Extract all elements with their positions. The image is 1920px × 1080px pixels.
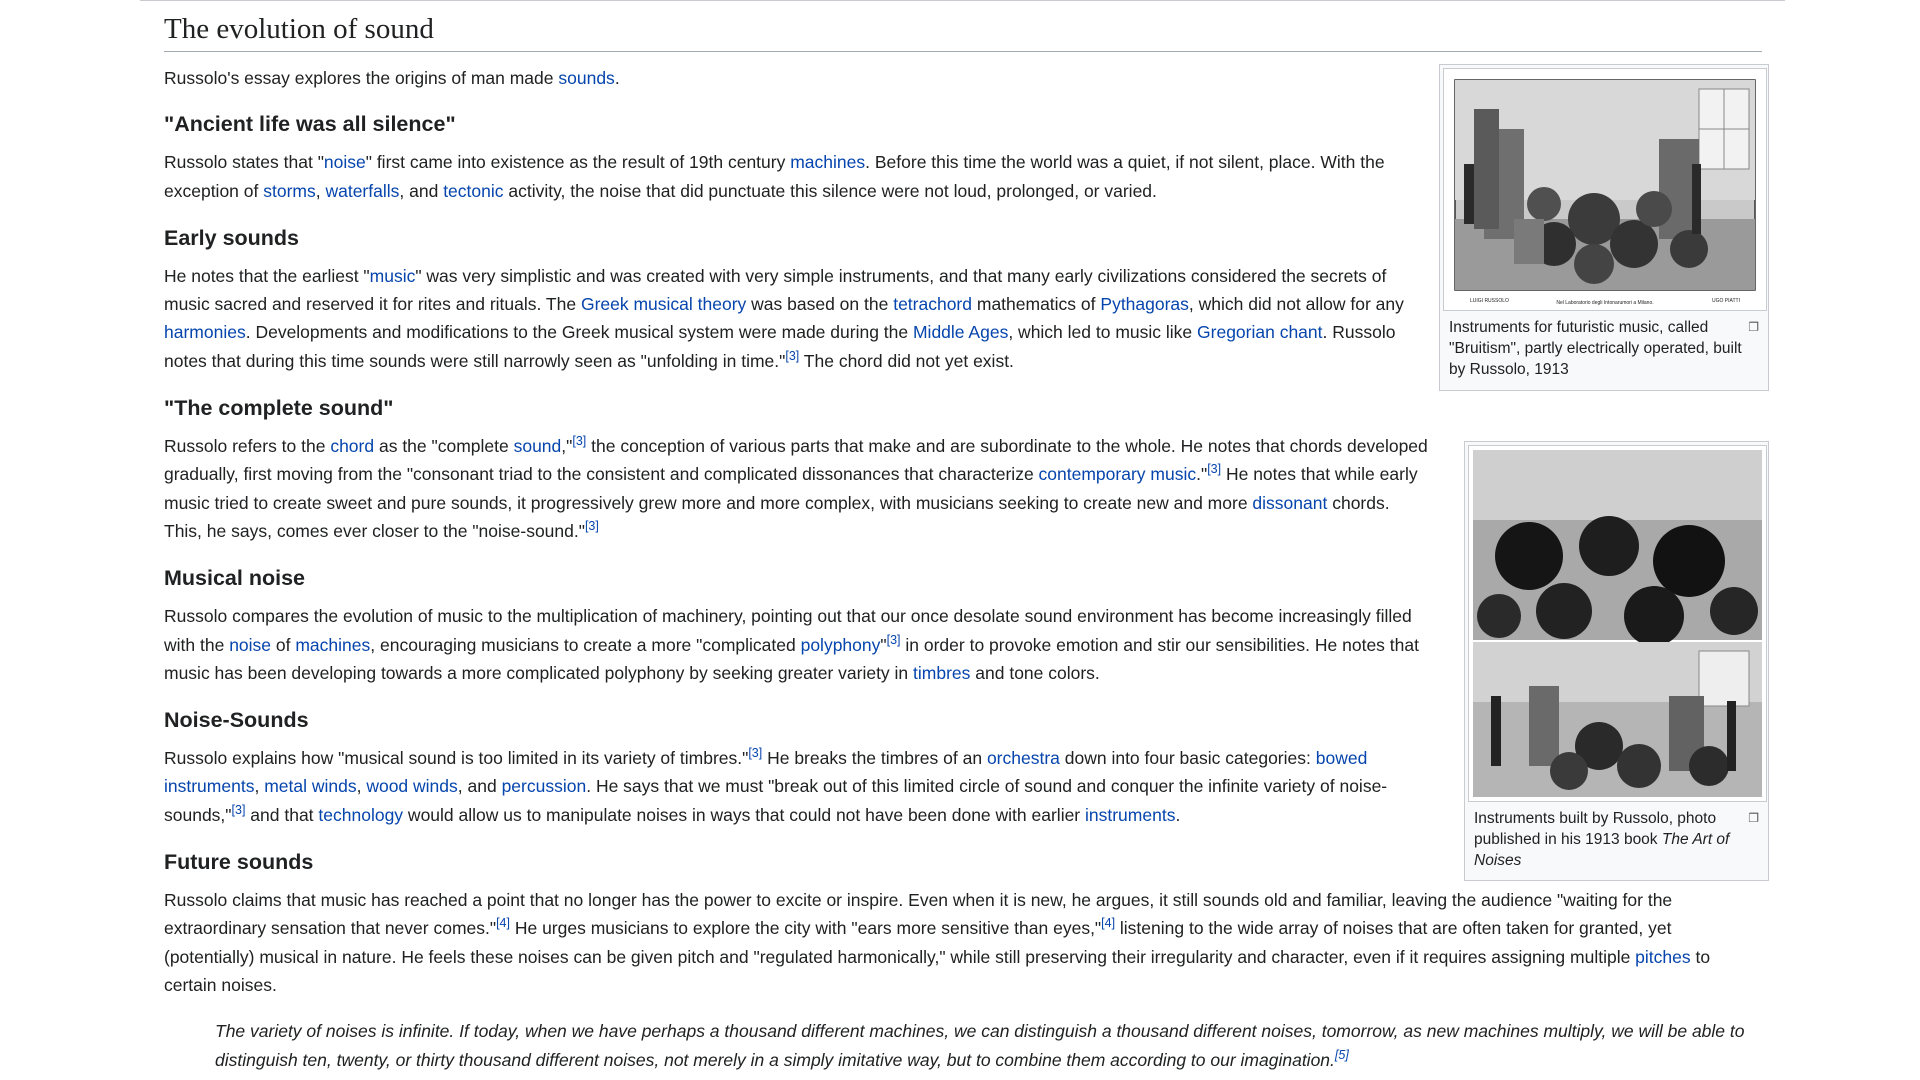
book-title: The Art of Noises: [1474, 831, 1730, 869]
instruments-photo: [1469, 446, 1766, 801]
photo-left-credit: LUIGI RUSSOLO: [1470, 298, 1509, 304]
citation: [1101, 917, 1115, 931]
article-link[interactable]: Gregorian chant: [1197, 322, 1323, 343]
article-link[interactable]: contemporary music: [1038, 464, 1197, 485]
citation-link[interactable]: [3]: [572, 434, 587, 449]
figure-image-laboratory[interactable]: [1443, 68, 1767, 311]
article-link[interactable]: pitches: [1635, 946, 1691, 967]
citation: [748, 746, 762, 760]
subsection-heading: Noise-Sounds: [164, 708, 309, 733]
figure-image-instruments[interactable]: [1468, 445, 1767, 802]
citation: [887, 633, 901, 647]
enlarge-icon[interactable]: ❐: [1748, 320, 1759, 334]
subsection-heading: "The complete sound": [164, 396, 394, 421]
article-link[interactable]: dissonant: [1252, 492, 1328, 513]
subsection-paragraph: Russolo compares the evolution of music to the multiplication of machinery, pointing out that our once desolate sound environment has become increasingly filled with the noise of machines, encouraging musicians to create a more "complicated polyphony"[3] in order to provoke emotion and stir our sensibilities. He notes that music has been developing towards a more complicated polyphony by seeking greater variety in timbres and tone colors.: [164, 606, 1419, 683]
block-quote: The variety of noises is infinite. If today, when we have perhaps a thousand different machines, we can distinguish a thousand different noises, tomorrow, as new machines multiply, we will be able to distinguish ten, twenty, or thirty thousand different noises, not merely in a simply imitative way, but to combine them according to our imagination.[5]: [215, 1021, 1745, 1070]
intro-paragraph: Russolo's essay explores the origins of man made sounds.: [164, 68, 620, 88]
subsection-heading: Early sounds: [164, 225, 300, 250]
article-link[interactable]: music: [369, 265, 416, 286]
figure-art-of-noises: [1464, 441, 1769, 881]
figure-bruitism: [1439, 64, 1769, 391]
article-link[interactable]: noise: [229, 634, 272, 655]
subsection-heading: "Ancient life was all silence": [164, 112, 456, 137]
article-link[interactable]: bowed instruments: [164, 748, 1368, 797]
article-link[interactable]: tetrachord: [893, 294, 972, 315]
article-link[interactable]: technology: [318, 804, 404, 825]
citation-link[interactable]: [3]: [748, 746, 763, 761]
article-link[interactable]: harmonies: [164, 322, 246, 343]
article-link[interactable]: storms: [263, 180, 316, 201]
article-link[interactable]: tectonic: [443, 180, 504, 201]
citation: [572, 434, 586, 448]
subsection-heading: Future sounds: [164, 850, 314, 875]
article-link[interactable]: polyphony: [800, 634, 881, 655]
citation: [496, 917, 510, 931]
article-link[interactable]: timbres: [913, 662, 971, 683]
citation: [1207, 463, 1221, 477]
subsection-paragraph: Russolo states that "noise" first came into existence as the result of 19th century machines. Before this time the world was a quiet, if not silent, place. With the exception of storms, waterfalls, and tectonic activity, the noise that did punctuate this silence were not loud, prolonged, or varied.: [164, 152, 1385, 201]
article-link[interactable]: metal winds: [264, 776, 357, 797]
article-link[interactable]: Middle Ages: [912, 322, 1009, 343]
article-link[interactable]: sound: [513, 436, 562, 457]
subsection-paragraph: Russolo explains how "musical sound is too limited in its variety of timbres."[3] He breaks the timbres of an orchestra down into four basic categories: bowed instruments, metal winds, wood winds, and percussion. He says that we must "break out of this limited circle of sound and conquer the infinite variety of noise-sounds,"[3] and that technology would allow us to manipulate noises in ways that could not have been done with earlier instruments.: [164, 746, 1388, 825]
citation: [785, 349, 799, 363]
citation-link[interactable]: [3]: [1207, 462, 1222, 477]
citation: [585, 519, 599, 533]
article-link[interactable]: sounds: [558, 68, 615, 88]
citation-link[interactable]: [3]: [785, 348, 800, 363]
article-link[interactable]: machines: [295, 634, 371, 655]
article-link[interactable]: wood winds: [366, 776, 458, 797]
citation-link[interactable]: [3]: [886, 632, 901, 647]
subsection-paragraph: Russolo claims that music has reached a point that no longer has the power to excite or inspire. Even when it is new, he argues, it still sounds old and familiar, leaving the audience "waiting for the extraordinary sensation that never comes."[4] He urges musicians to explore the city with "ears more sensitive than eyes,"[4] listening to the wide array of noises that are often taken for granted, yet (potentially) musical in nature. He feels these noises can be given pitch and "regulated harmonically," while still preserving their irregularity and character, even if it requires assigning multiple pitches to certain noises.: [164, 890, 1711, 995]
subsection-paragraph: He notes that the earliest "music" was very simplistic and was created with very simple instruments, and that many early civilizations considered the secrets of music sacred and reserved it for rites and rituals. The Greek musical theory was based on the tetrachord mathematics of Pythagoras, which did not allow for any harmonies. Developments and modifications to the Greek musical system were made during the Middle Ages, which led to music like Gregorian chant. Russolo notes that during this time sounds were still narrowly seen as "unfolding in time."[3] The chord did not yet exist.: [164, 265, 1404, 371]
top-divider: [140, 0, 1785, 1]
enlarge-icon[interactable]: ❐: [1748, 811, 1759, 825]
article-link[interactable]: Greek musical theory: [580, 294, 747, 315]
caption-text: Instruments for futuristic music, called "Bruitism", partly electrically operated, built by Russolo, 1913: [1449, 319, 1742, 378]
article-link[interactable]: instruments: [1085, 804, 1176, 825]
subsection-heading: Musical noise: [164, 566, 305, 591]
citation-link[interactable]: [3]: [584, 519, 599, 534]
photo-inscription: Nel Laboratorio degli Intonarumori a Milano.: [1556, 300, 1654, 306]
photo-right-credit: UGO PIATTI: [1712, 298, 1740, 304]
subsection-paragraph: Russolo refers to the chord as the "complete sound,"[3] the conception of various parts that make and are subordinate to the whole. He notes that chords developed gradually, first moving from the "consonant triad to the consistent and complicated dissonances that characterize contemporary music."[3] He notes that while early music tried to create sweet and pure sounds, it progressively grew more and more complex, with musicians seeking to create new and more dissonant chords. This, he says, comes ever closer to the "noise-sound."[3]: [164, 434, 1428, 541]
article-link[interactable]: noise: [323, 152, 366, 173]
citation: [1335, 1048, 1349, 1062]
citation-link[interactable]: [3]: [231, 802, 246, 817]
citation-link[interactable]: [4]: [496, 916, 510, 931]
article-link[interactable]: waterfalls: [325, 180, 400, 201]
article-link[interactable]: chord: [330, 436, 375, 457]
figure-caption: [1468, 802, 1765, 875]
article-link[interactable]: orchestra: [986, 748, 1060, 769]
article-link[interactable]: percussion: [501, 776, 587, 797]
citation-link[interactable]: [5]: [1334, 1047, 1349, 1062]
figure-caption: [1443, 311, 1765, 384]
section-heading: The evolution of sound: [164, 10, 1762, 52]
citation: [232, 803, 246, 817]
caption-text-prefix: Instruments built by Russolo, photo published in his 1913 book: [1474, 810, 1717, 848]
article-link[interactable]: machines: [790, 152, 866, 173]
laboratory-photo: [1444, 69, 1766, 310]
article-link[interactable]: Pythagoras: [1100, 294, 1189, 315]
citation-link[interactable]: [4]: [1101, 916, 1116, 931]
